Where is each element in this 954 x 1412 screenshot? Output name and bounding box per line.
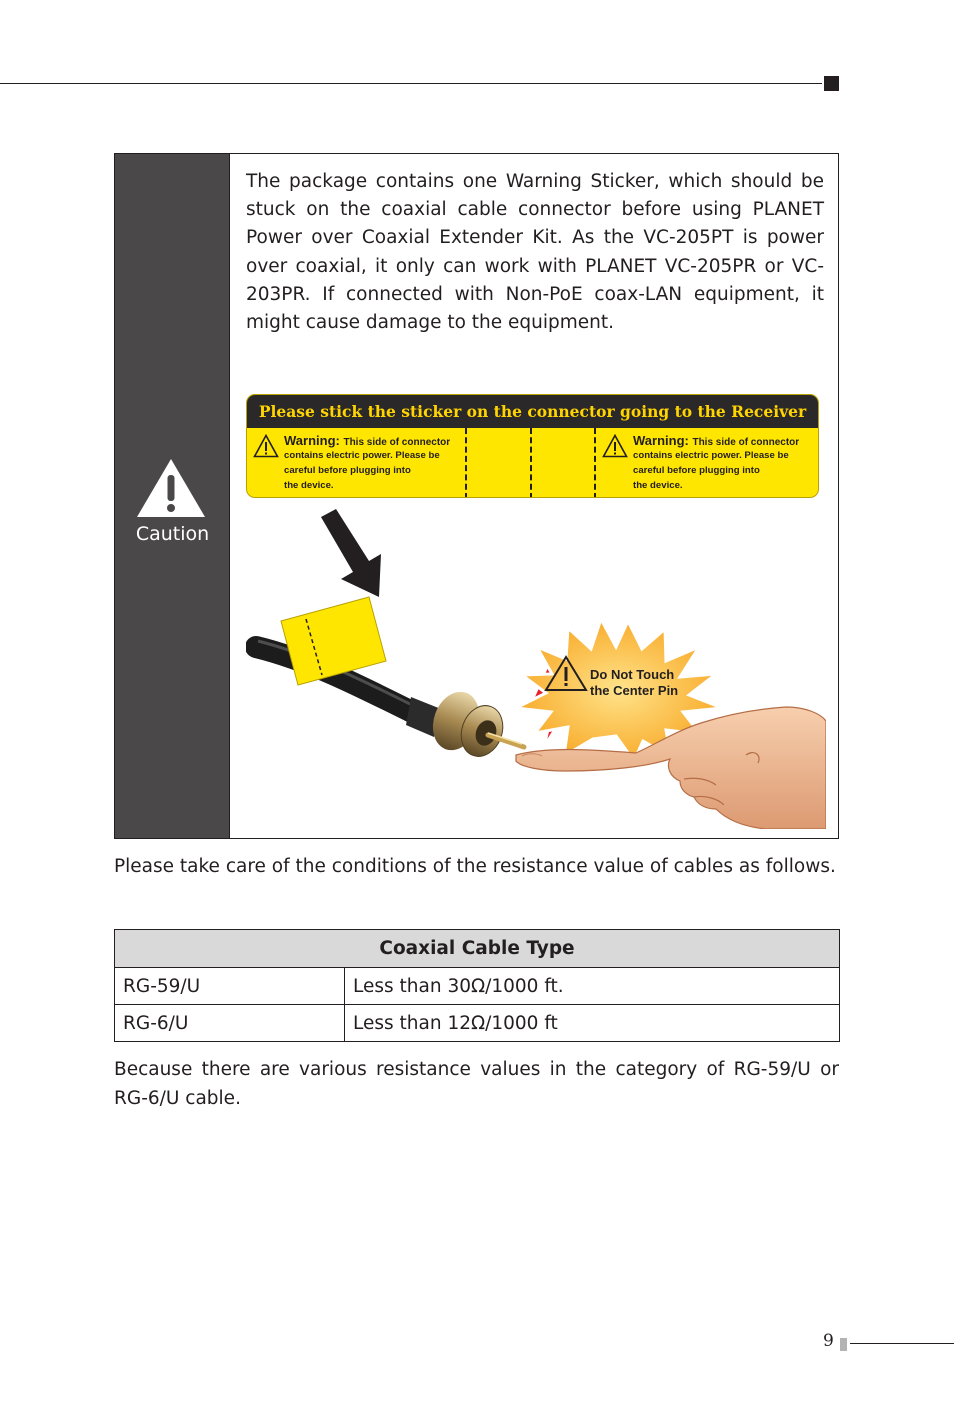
footer-rule — [850, 1343, 954, 1344]
caution-description: The package contains one Warning Sticker, which should be stuck on the coaxial cable connector before using PLANET Power over Coaxial Extender Kit. As the VC-205PT is power over coaxial, it only can work with PLANET VC-205PR or VC-203PR. If connected with Non-PoE coax-LAN equipment, it might cause damage to the equipment. — [246, 171, 824, 334]
warning-title: Warning: — [633, 433, 689, 448]
closing-paragraph: Because there are various resistance values in the category of RG-59/U or RG-6/U cable. — [114, 1059, 839, 1109]
sticker-banner: Please stick the sticker on the connector going to the Receiver — [247, 395, 818, 428]
table-row — [115, 968, 840, 1005]
cable-type-cell: RG-6/U — [115, 1005, 345, 1042]
warning-line-3: careful before plugging into — [633, 464, 760, 476]
warning-line-1: This side of connector — [692, 437, 800, 448]
warning-title: Warning: — [284, 433, 340, 448]
footer-square-marker — [840, 1338, 847, 1351]
connector-plug — [406, 685, 524, 762]
warning-line-3: careful before plugging into — [284, 464, 411, 476]
warning-line-2: contains electric power. Please be — [633, 450, 789, 461]
warning-line-4: the device. — [633, 479, 683, 491]
caution-label: Caution — [135, 523, 210, 545]
header-square-marker — [824, 76, 839, 91]
caution-side-panel — [115, 154, 230, 838]
cable-type-cell: RG-59/U — [115, 968, 345, 1005]
page-number: 9 — [823, 1331, 834, 1351]
cable-resistance-table — [114, 929, 840, 1042]
warning-triangle-icon — [602, 434, 628, 458]
sticker-cut-line — [594, 428, 596, 498]
header-rule — [0, 83, 822, 84]
resistance-value-cell: Less than 30Ω/1000 ft. — [345, 968, 840, 1005]
warning-triangle-icon — [253, 434, 279, 458]
connector-illustration — [246, 509, 826, 829]
table-row — [115, 1005, 840, 1042]
warning-line-2: contains electric power. Please be — [284, 450, 440, 461]
caution-warning-icon — [135, 457, 207, 519]
warning-line-4: the device. — [284, 479, 334, 491]
burst-line-2: the Center Pin — [590, 683, 679, 698]
arrow-icon — [321, 509, 381, 597]
warning-sticker — [246, 394, 819, 498]
warning-line-1: This side of connector — [343, 437, 451, 448]
caution-box — [114, 153, 839, 839]
sticker-cut-line — [530, 428, 532, 498]
table-header: Coaxial Cable Type — [115, 930, 840, 968]
intro-paragraph: Please take care of the conditions of the resistance value of cables as follows. — [114, 856, 836, 877]
burst-line-1: Do Not Touch — [590, 667, 675, 682]
sticker-cut-line — [465, 428, 467, 498]
resistance-value-cell: Less than 12Ω/1000 ft — [345, 1005, 840, 1042]
coaxial-cable — [256, 597, 416, 714]
